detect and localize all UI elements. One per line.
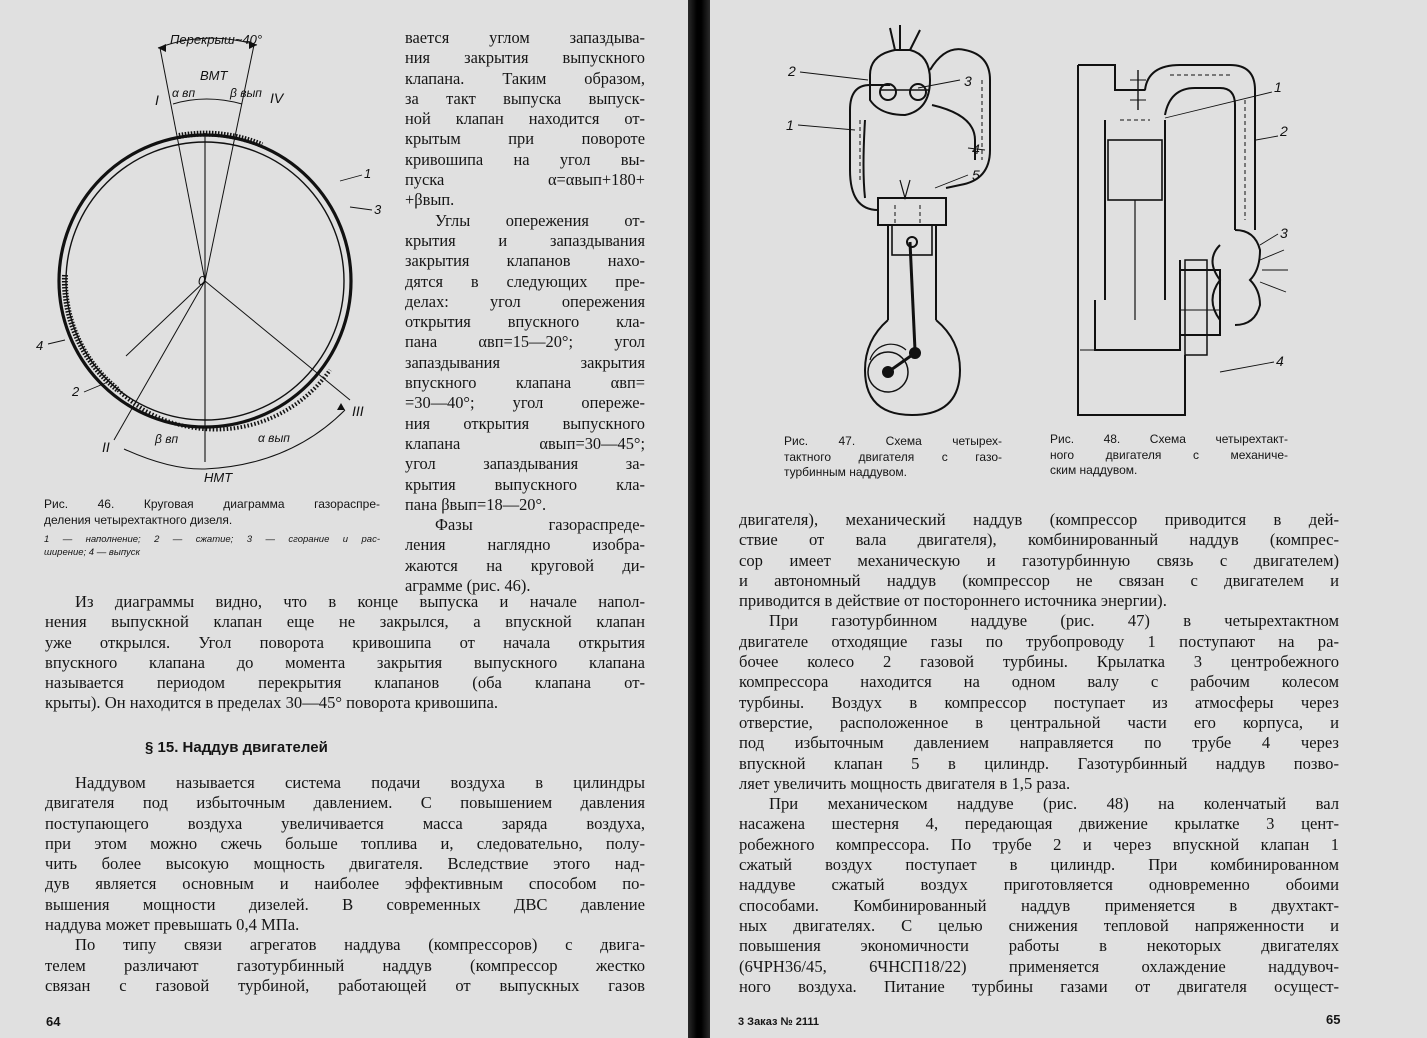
text-line: под избыточным давлением направляется по трубе 4 через: [739, 733, 1339, 753]
text-line: отверстие, расположенное в центральной части его корпуса, и: [739, 712, 1339, 732]
text-line: При механическом наддуве (рис. 48) на коленчатый вал: [769, 794, 1339, 814]
label-2: 2: [72, 384, 80, 399]
label-roman-i: I: [155, 92, 159, 108]
text-line: ной клапан находится от-: [405, 109, 645, 129]
label-overlap: Перекрыш~40°: [170, 32, 263, 47]
caption-line: Рис. 46. Круговая диаграмма газораспре-: [44, 497, 380, 511]
text-line: ния открытия выпускного: [405, 413, 645, 433]
label-roman-ii: II: [102, 439, 110, 455]
text-line: ления наглядно изобра-: [405, 535, 645, 555]
text-line: уже открылся. Угол поворота кривошипа от начала открытия: [45, 632, 645, 652]
text-line: сор имеет механическую и газотурбинную связь с двигателем): [739, 550, 1339, 570]
text-line: крытым при повороте: [405, 129, 645, 149]
figure-46-legend: [44, 534, 380, 559]
fig48-label-2: 2: [1280, 123, 1288, 139]
text-line: впускной клапан 5 в цилиндр. Газотурбинный наддув позво-: [739, 753, 1339, 773]
text-line: +βвып.: [405, 190, 455, 210]
paragraph-boost: [45, 773, 645, 996]
page-number: 65: [1326, 1012, 1341, 1027]
text-line: =30—40°; угол опереже-: [405, 393, 645, 413]
text-line: ного воздуха. Питание турбины газами от двигателя осущест-: [739, 976, 1339, 996]
text-line: Фазы газораспреде-: [435, 515, 645, 535]
figure-46-diagram: [0, 0, 400, 500]
caption-line: турбинным наддувом.: [784, 465, 908, 479]
text-line: насажена шестерня 4, передающая движение крылатке 3 цент-: [739, 814, 1339, 834]
text-line: клапана. Таким образом,: [405, 68, 645, 88]
label-alpha-vyp: α вып: [258, 431, 290, 445]
legend-line: 1 — наполнение; 2 — сжатие; 3 — сгорание и рас-: [44, 534, 380, 545]
text-line: крытия и запаздывания: [405, 230, 645, 250]
text-line: жаются на круговой ди-: [405, 555, 645, 575]
legend-line: ширение; 4 — выпуск: [44, 546, 141, 558]
text-line: впускного клапана αвп=: [405, 373, 645, 393]
text-line: Из диаграммы видно, что в конце выпуска и начале напол-: [75, 592, 645, 611]
text-line: ляет увеличить мощность двигателя в 1,5 раза.: [739, 773, 1071, 793]
label-center-0: 0: [198, 273, 206, 288]
text-line: двигателя), механический наддув (компрессор приводится в дей-: [739, 510, 1339, 529]
text-line: двигателя под избыточным давлением. С повышением давления: [45, 793, 645, 813]
text-line: турбины. Воздух в компрессор поступает из атмосферы через: [739, 692, 1339, 712]
label-roman-iii: III: [352, 403, 364, 419]
text-line: связан с газовой турбиной, работающей от выпускных газов: [45, 975, 645, 995]
left-page: [0, 0, 688, 1038]
fig47-label-2: 2: [788, 63, 796, 79]
caption-line: тактного двигателя с газо-: [784, 449, 1002, 464]
text-line: называется периодом перекрытия клапанов (оба клапана от-: [45, 673, 645, 693]
text-line: наддува может превышать 0,4 МПа.: [45, 915, 300, 935]
text-line: поступающего воздуха увеличивается масса заряда воздуха,: [45, 813, 645, 833]
caption-line: ским наддувом.: [1050, 463, 1138, 477]
paragraph-overlap: [45, 592, 645, 714]
text-line: Углы опережения от-: [435, 210, 645, 230]
text-line: вается углом запаздыва-: [405, 28, 645, 47]
text-line: бочее колесо 2 газовой турбины. Крылатка 3 центробежного: [739, 652, 1339, 672]
page-number: 64: [46, 1014, 61, 1029]
label-beta-vp: β вп: [155, 432, 179, 446]
text-line: нения выпускной клапан еще не закрылся, а впускной клапан: [45, 612, 645, 632]
label-bmt: ВМТ: [200, 68, 228, 83]
fig47-label-4: 4: [972, 141, 980, 157]
text-line: кривошипа на угол вы-: [405, 149, 645, 169]
fig47-label-5: 5: [972, 167, 980, 183]
text-line: закрытия клапанов нахо-: [405, 251, 645, 271]
right-page: [710, 0, 1427, 1038]
label-nmt: НМТ: [204, 470, 233, 485]
figure-48-diagram: [1070, 20, 1310, 440]
label-alpha-vp: α вп: [172, 86, 196, 100]
text-line: угол запаздывания за-: [405, 454, 645, 474]
text-line: за такт выпуска выпуск-: [405, 88, 645, 108]
text-line: повышения экономичности работы в некоторых двигателях: [739, 936, 1339, 956]
text-line: наддуве сжатый воздух приготовляется одновременно обоими: [739, 875, 1339, 895]
text-line: Наддувом называется система подачи воздуха в цилиндры: [75, 773, 645, 792]
book-spine: [688, 0, 710, 1038]
text-line: компрессора находится на одном валу с рабочим колесом: [739, 672, 1339, 692]
text-line: клапана αвып=30—45°;: [405, 433, 645, 453]
label-1: 1: [364, 166, 372, 181]
fig48-label-4: 4: [1276, 353, 1284, 369]
figure-47-caption: [784, 434, 1002, 481]
label-4: 4: [36, 338, 44, 353]
right-page-body: [739, 510, 1339, 997]
fig48-label-1: 1: [1274, 79, 1282, 95]
text-line: делах: угол опережения: [405, 291, 645, 311]
figure-47-diagram: [770, 20, 1030, 440]
text-line: впускного клапана до момента закрытия выпускного клапана: [45, 652, 645, 672]
text-line: крыты). Он находится в пределах 30—45° поворота кривошипа.: [45, 693, 499, 713]
text-line: способами. Комбинированный наддув применяется в двухтакт-: [739, 895, 1339, 915]
text-line: При газотурбинном наддуве (рис. 47) в четырехтактном: [769, 611, 1339, 631]
side-column-text: [405, 28, 645, 596]
text-line: дув является основным и наиболее эффективным способом по-: [45, 874, 645, 894]
text-line: и автономный наддув (компрессор не связан с двигателем и: [739, 570, 1339, 590]
text-line: приводится в действие от постороннего источника энергии).: [739, 591, 1167, 611]
text-line: двигателе отходящие газы по трубопроводу 1 поступают на ра-: [739, 631, 1339, 651]
caption-line: деления четырехтактного дизеля.: [44, 512, 233, 527]
text-line: при этом можно сжечь больше топлива и, следовательно, полу-: [45, 833, 645, 853]
section-title: § 15. Наддув двигателей: [145, 739, 328, 756]
print-signature: 3 Заказ № 2111: [738, 1016, 820, 1028]
text-line: запаздывания закрытия: [405, 352, 645, 372]
text-line: пуска α=αвып+180+: [405, 170, 645, 190]
text-line: вышения мощности дизелей. В современных ДВС давление: [45, 894, 645, 914]
label-3: 3: [374, 202, 382, 217]
fig48-label-3: 3: [1280, 225, 1288, 241]
text-line: пана αвп=15—20°; угол: [405, 332, 645, 352]
text-line: ных двигателях. С целью снижения тепловой напряженности и: [739, 915, 1339, 935]
figure-48-caption: [1050, 432, 1288, 479]
caption-line: Рис. 48. Схема четырехтакт-: [1050, 432, 1288, 446]
text-line: По типу связи агрегатов наддува (компрессоров) с двига-: [75, 935, 645, 955]
label-roman-iv: IV: [270, 90, 284, 106]
fig47-label-1: 1: [786, 117, 794, 133]
text-line: (6ЧРН36/45, 6ЧНСП18/22) применяется охлаждение наддувоч-: [739, 956, 1339, 976]
caption-line: ного двигателя с механиче-: [1050, 447, 1288, 462]
text-line: сжатый воздух поступает в цилиндр. При комбинированном: [739, 855, 1339, 875]
text-line: ния закрытия выпускного: [405, 48, 645, 68]
text-line: пана βвып=18—20°.: [405, 494, 547, 514]
text-line: чить более высокую мощность двигателя. Вследствие этого над-: [45, 854, 645, 874]
figure-46-caption: [44, 497, 380, 528]
caption-line: Рис. 47. Схема четырех-: [784, 434, 1002, 448]
text-line: дятся в следующих пре-: [405, 271, 645, 291]
text-line: робежного компрессора. По трубе 2 и через впускной клапан 1: [739, 834, 1339, 854]
text-line: ствие от вала двигателя), комбинированный наддув (компрес-: [739, 530, 1339, 550]
fig47-label-3: 3: [964, 73, 972, 89]
label-beta-vyp: β вып: [230, 86, 262, 100]
text-line: крытия выпускного кла-: [405, 474, 645, 494]
text-line: телем различают газотурбинный наддув (компрессор жестко: [45, 955, 645, 975]
text-line: аграмме (рис. 46).: [405, 576, 531, 596]
text-line: открытия впускного кла-: [405, 312, 645, 332]
